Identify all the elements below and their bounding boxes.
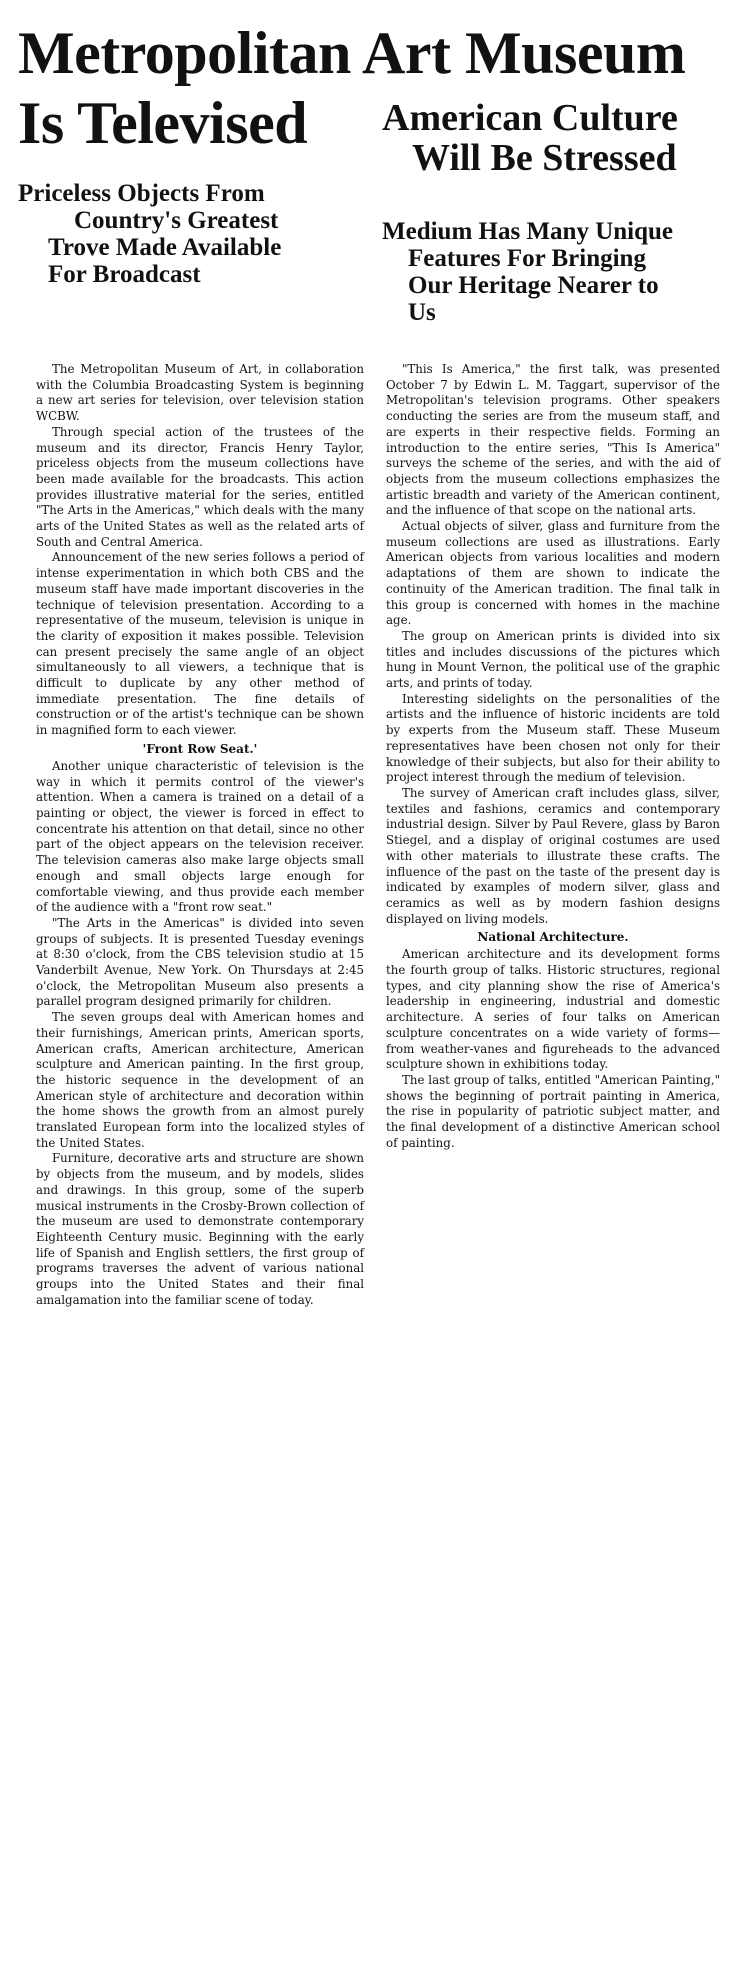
right-subhead-national-architecture: National Architecture.: [477, 930, 629, 945]
left-paragraph-7: Furniture, decorative arts and structure are shown by objects from the museum, and by models, slides and drawings. In this group, some of the superb musical instruments in the Crosby-Brown collection of the museum are used to demonstrate contemporary Eighteenth Century music. Beginning with the early life of Spanish and English settlers, the first group of programs traverses the advent of various national groups into the United States and their final amalgamation into the familiar scene of today.: [36, 1151, 364, 1307]
right-headline: [382, 98, 732, 178]
right-deck-line-1: Medium Has Many Unique: [382, 218, 674, 245]
left-deck-line-3: Trove Made Available: [48, 234, 282, 261]
right-paragraph-2: Actual objects of silver, glass and furniture from the museum collections are used as illustrations. Early American objects from various localities and modern adaptations of them are shown to indicate the continuity of the American tradition. The final talk in this group is concerned with homes in the machine age.: [386, 519, 720, 628]
left-paragraph-3: Announcement of the new series follows a period of intense experimentation in which both CBS and the museum staff have made important discoveries in the technique of television presentation. According to a representative of the museum, television is unique in the clarity of exposition it makes possible. Television can present precisely the same angle of an object simultaneously to all viewers, a technique that is difficult to duplicate by any other method of immediate presentation. The fine details of construction or of the artist's technique can be shown in magnified form to each viewer.: [36, 550, 364, 738]
right-article-column: [386, 362, 720, 1151]
main-headline-line-1: Metropolitan Art Museum: [18, 20, 686, 86]
main-headline-line-2: Is Televised: [18, 90, 308, 156]
right-deck-line-3: Our Heritage Nearer to: [408, 272, 659, 299]
right-paragraph-1: "This Is America," the first talk, was presented October 7 by Edwin L. M. Taggart, supervisor of the Metropolitan's television programs. Other speakers conducting the series are from the museum staff, and are experts in their respective fields. Forming an introduction to the entire series, "This Is America" surveys the scheme of the series, and with the aid of objects from the museum collections emphasizes the artistic breadth and variety of the American continent, and the influence of that scope on the national arts.: [386, 362, 720, 518]
right-deck-line-2: Features For Bringing: [408, 245, 646, 272]
left-paragraph-5: "The Arts in the Americas" is divided into seven groups of subjects. It is presented Tuesday evenings at 8:30 o'clock, from the CBS television studio at 15 Vanderbilt Avenue, New York. On Thursdays at 2:45 o'clock, the Metropolitan Museum also presents a parallel program designed primarily for children.: [36, 915, 364, 1009]
left-deck-line-1: Priceless Objects From: [18, 180, 265, 207]
right-paragraph-6: American architecture and its development forms the fourth group of talks. Historic structures, regional types, and city planning show the rise of America's leadership in engineering, industrial and domestic architecture. A series of four talks on American sculpture concentrates on a wide variety of forms—from weather-vanes and figureheads to the advanced sculpture shown in exhibitions today.: [386, 947, 720, 1072]
left-paragraph-2: Through special action of the trustees of the museum and its director, Francis Henry Taylor, priceless objects from the museum collections have been made available for the broadcasts. This action provides illustrative material for the series, entitled "The Arts in the Americas," which deals with the many arts of the United States as well as the related arts of South and Central America.: [36, 424, 364, 549]
left-deck-line-2: Country's Greatest: [74, 207, 279, 234]
left-subhead-front-row-seat: 'Front Row Seat.': [142, 741, 258, 756]
left-paragraph-6: The seven groups deal with American homes and their furnishings, American prints, American sports, American crafts, American architecture, American sculpture and American painting. In the first group, the historic sequence in the development of an American style of architecture and decoration within the home shows the growth from an almost purely translated European form into the localized styles of the United States.: [36, 1010, 364, 1150]
right-paragraph-3: The group on American prints is divided into six titles and includes discussions of the pictures which hung in Mount Vernon, the political use of the graphic arts, and prints of today.: [386, 628, 720, 691]
left-paragraph-4: Another unique characteristic of television is the way in which it permits control of the viewer's attention. When a camera is trained on a detail of a painting or object, the viewer is forced in effect to concentrate his attention on that detail, since no other part of the object appears on the television receiver. The television cameras also make large objects small enough and small objects large enough for comfortable viewing, and thus provide each member of the audience with a "front row seat.": [36, 758, 364, 915]
left-deck-line-4: For Broadcast: [48, 261, 201, 288]
right-paragraph-4: Interesting sidelights on the personalities of the artists and the influence of historic incidents are told by experts from the Museum staff. These Museum representatives have been chosen not only for their knowledge of their subjects, but also for their ability to project interest through the medium of television.: [386, 691, 720, 785]
left-paragraph-1: The Metropolitan Museum of Art, in collaboration with the Columbia Broadcasting System is beginning a new art series for television, over television station WCBW.: [36, 362, 364, 424]
right-paragraph-7: The last group of talks, entitled "American Painting," shows the beginning of portrait painting in America, the rise in popularity of patriotic subject matter, and the final development of a distinctive American school of painting.: [386, 1072, 720, 1150]
right-paragraph-5: The survey of American craft includes glass, silver, textiles and fashions, ceramics and contemporary industrial design. Silver by Paul Revere, glass by Baron Stiegel, and a display of original costumes are used with other materials to illustrate these crafts. The influence of the past on the taste of the present day is indicated by examples of modern silver, glass and ceramics as well as by modern fashion designs displayed on living models.: [386, 785, 720, 926]
right-headline-line-2: Will Be Stressed: [412, 137, 677, 179]
right-deck-headline: [382, 218, 732, 326]
right-deck-line-4: Us: [408, 299, 436, 326]
right-headline-line-1: American Culture: [382, 97, 678, 139]
left-article-column: [36, 362, 364, 1308]
left-deck-headline: [18, 180, 358, 288]
